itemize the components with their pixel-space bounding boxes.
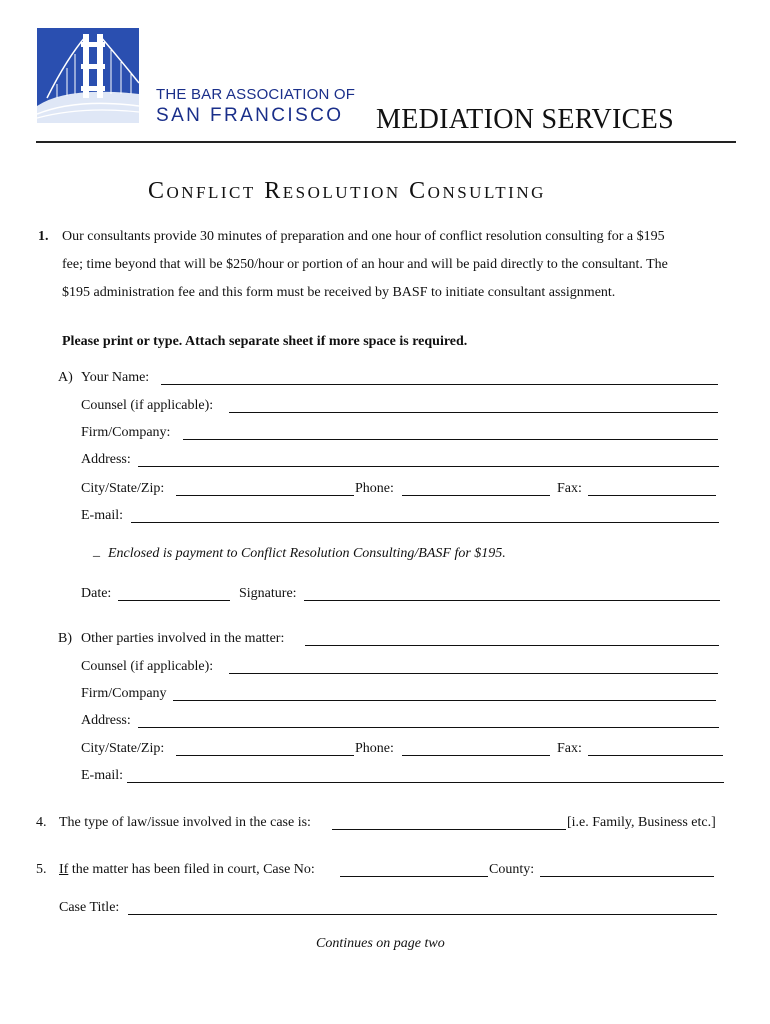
date-label: Date:: [81, 586, 112, 601]
address-b-field[interactable]: [138, 727, 719, 728]
page-title: Conflict Resolution Consulting: [148, 178, 546, 204]
firm-a-field[interactable]: [183, 439, 718, 440]
service-title: MEDIATION SERVICES: [376, 104, 674, 135]
case-title-label: Case Title:: [59, 900, 120, 915]
org-name-line2: SAN FRANCISCO: [156, 105, 344, 126]
your-name-field[interactable]: [161, 384, 718, 385]
case-filed-label: [59, 862, 315, 878]
email-a-label: E-mail:: [81, 508, 123, 523]
city-b-field[interactable]: [176, 755, 354, 756]
county-field[interactable]: [540, 876, 714, 877]
golden-gate-bridge-icon: [37, 28, 139, 123]
intro-line-3: $195 administration fee and this form must be received by BASF to initiate consultant assignment.: [62, 285, 616, 300]
continues-note: Continues on page two: [316, 936, 445, 951]
payment-enclosed-text: Enclosed is payment to Conflict Resolution Consulting/BASF for $195.: [108, 546, 506, 561]
email-b-label: E-mail:: [81, 768, 123, 783]
address-a-field[interactable]: [138, 466, 719, 467]
signature-field[interactable]: [304, 600, 720, 601]
city-b-label: City/State/Zip:: [81, 741, 165, 756]
instructions: Please print or type. Attach separate sheet if more space is required.: [62, 334, 468, 349]
other-parties-label: Other parties involved in the matter:: [81, 631, 285, 646]
section-b-prefix: B): [58, 631, 72, 646]
email-b-field[interactable]: [127, 782, 724, 783]
item-number-5: 5.: [36, 862, 47, 877]
firm-b-label: Firm/Company: [81, 686, 167, 701]
firm-b-field[interactable]: [173, 700, 716, 701]
law-issue-label: The type of law/issue involved in the case is:: [59, 815, 311, 830]
if-word: If: [59, 862, 69, 877]
case-number-label: the matter has been filed in court, Case No:: [68, 862, 315, 877]
email-a-field[interactable]: [131, 522, 719, 523]
org-name-line1: THE BAR ASSOCIATION OF: [156, 86, 356, 103]
section-a-prefix: A): [58, 370, 73, 385]
phone-a-field[interactable]: [402, 495, 550, 496]
date-field[interactable]: [118, 600, 230, 601]
intro-line-1: Our consultants provide 30 minutes of preparation and one hour of conflict resolution consulting for a $195: [62, 229, 665, 244]
fax-a-field[interactable]: [588, 495, 716, 496]
signature-label: Signature:: [239, 586, 297, 601]
city-a-label: City/State/Zip:: [81, 481, 165, 496]
case-number-field[interactable]: [340, 876, 488, 877]
counsel-b-field[interactable]: [229, 673, 718, 674]
address-a-label: Address:: [81, 452, 131, 467]
item-number-4: 4.: [36, 815, 47, 830]
county-label: County:: [489, 862, 535, 877]
item-number-1: 1.: [38, 229, 49, 244]
phone-a-label: Phone:: [355, 481, 394, 496]
counsel-a-field[interactable]: [229, 412, 718, 413]
address-b-label: Address:: [81, 713, 131, 728]
payment-checkmark-field[interactable]: _: [93, 544, 100, 559]
phone-b-field[interactable]: [402, 755, 550, 756]
fax-a-label: Fax:: [557, 481, 582, 496]
your-name-label: Your Name:: [81, 370, 150, 385]
case-title-field[interactable]: [128, 914, 717, 915]
law-issue-hint: [i.e. Family, Business etc.]: [567, 815, 716, 830]
fax-b-field[interactable]: [588, 755, 723, 756]
basf-logo: [37, 28, 139, 123]
city-a-field[interactable]: [176, 495, 354, 496]
firm-a-label: Firm/Company:: [81, 425, 171, 440]
other-parties-field[interactable]: [305, 645, 719, 646]
phone-b-label: Phone:: [355, 741, 394, 756]
header-divider: [36, 141, 736, 143]
counsel-a-label: Counsel (if applicable):: [81, 398, 214, 413]
fax-b-label: Fax:: [557, 741, 582, 756]
law-issue-field[interactable]: [332, 829, 566, 830]
counsel-b-label: Counsel (if applicable):: [81, 659, 214, 674]
intro-line-2: fee; time beyond that will be $250/hour or portion of an hour and will be paid directly to the consultant. The: [62, 257, 668, 272]
